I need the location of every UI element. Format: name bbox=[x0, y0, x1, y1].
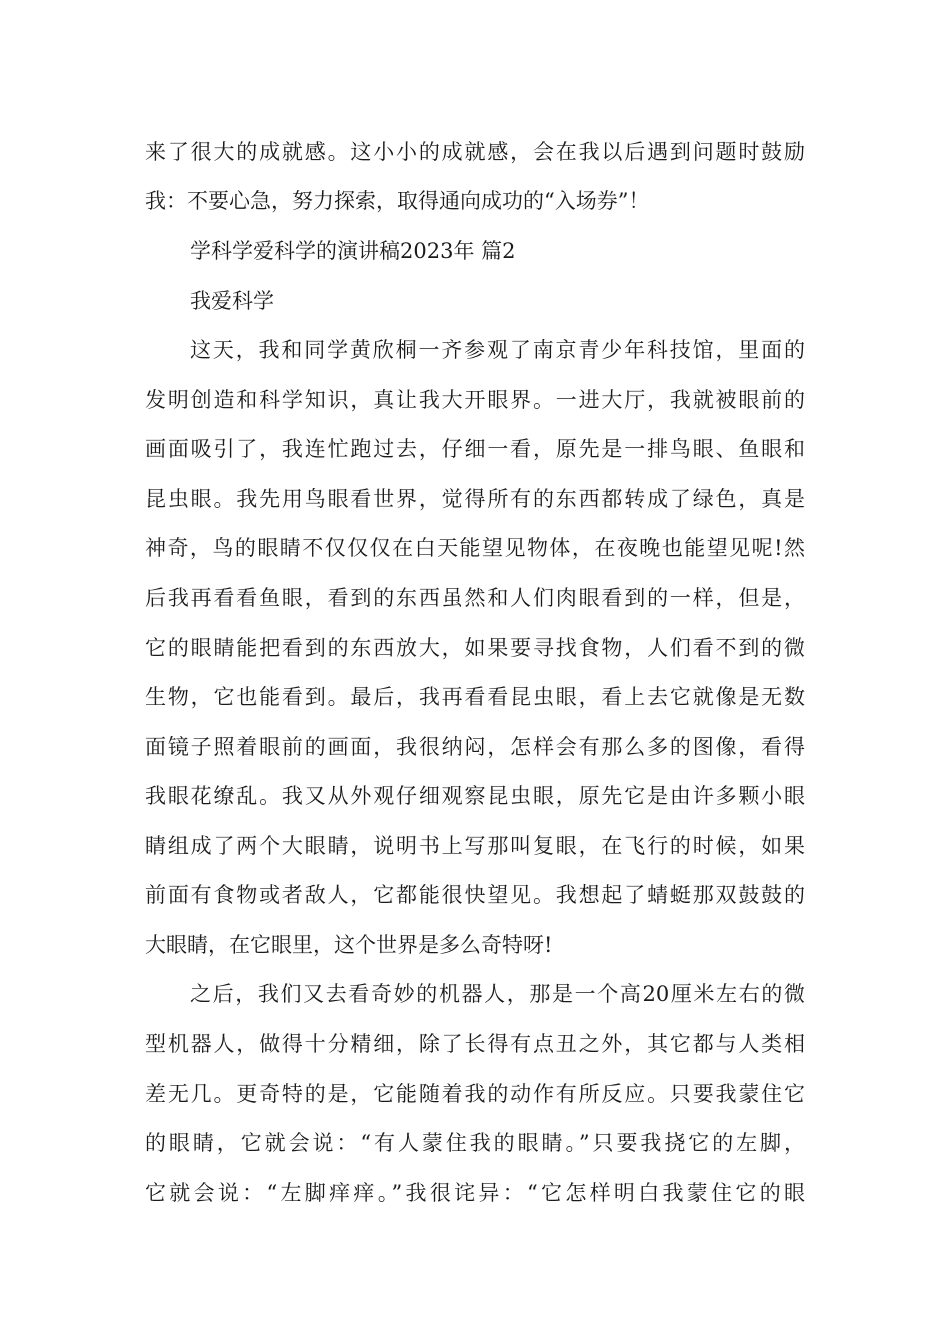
article-title: 我爱科学 bbox=[190, 289, 274, 313]
paragraph-line: 画面吸引了，我连忙跑过去，仔细一看，原先是一排鸟眼、鱼眼和 bbox=[145, 437, 805, 461]
paragraph-line: 的眼睛，它就会说：“有人蒙住我的眼睛。”只要我挠它的左脚， bbox=[145, 1131, 805, 1155]
paragraph-line: 后我再看看鱼眼，看到的东西虽然和人们肉眼看到的一样，但是， bbox=[145, 586, 805, 610]
paragraph-line: 来了很大的成就感。这小小的成就感，会在我以后遇到问题时鼓励 bbox=[145, 140, 805, 164]
paragraph-line: 之后，我们又去看奇妙的机器人，那是一个高20厘米左右的微 bbox=[190, 982, 805, 1006]
paragraph-line: 大眼睛，在它眼里，这个世界是多么奇特呀! bbox=[145, 933, 553, 957]
section-heading: 学科学爱科学的演讲稿2023年 篇2 bbox=[190, 239, 516, 263]
paragraph-line: 面镜子照着眼前的画面，我很纳闷，怎样会有那么多的图像，看得 bbox=[145, 735, 805, 759]
paragraph-line: 差无几。更奇特的是，它能随着我的动作有所反应。只要我蒙住它 bbox=[145, 1082, 805, 1106]
paragraph-line: 这天，我和同学黄欣桐一齐参观了南京青少年科技馆，里面的 bbox=[190, 338, 805, 362]
paragraph-line: 它的眼睛能把看到的东西放大，如果要寻找食物，人们看不到的微 bbox=[145, 636, 805, 660]
paragraph-line: 睛组成了两个大眼睛，说明书上写那叫复眼，在飞行的时候，如果 bbox=[145, 834, 805, 858]
paragraph-line: 我：不要心急，努力探索，取得通向成功的“入场券”！ bbox=[145, 189, 650, 213]
paragraph-line: 生物，它也能看到。最后，我再看看昆虫眼，看上去它就像是无数 bbox=[145, 685, 805, 709]
paragraph-line: 我眼花缭乱。我又从外观仔细观察昆虫眼，原先它是由许多颗小眼 bbox=[145, 784, 805, 808]
paragraph-line: 神奇，鸟的眼睛不仅仅仅在白天能望见物体，在夜晚也能望见呢!然 bbox=[145, 536, 805, 560]
paragraph-line: 昆虫眼。我先用鸟眼看世界，觉得所有的东西都转成了绿色，真是 bbox=[145, 487, 805, 511]
paragraph-line: 型机器人，做得十分精细，除了长得有点丑之外，其它都与人类相 bbox=[145, 1032, 805, 1056]
paragraph-line: 发明创造和科学知识，真让我大开眼界。一进大厅，我就被眼前的 bbox=[145, 388, 805, 412]
paragraph-line: 前面有食物或者敌人，它都能很快望见。我想起了蜻蜓那双鼓鼓的 bbox=[145, 883, 805, 907]
paragraph-line: 它就会说：“左脚痒痒。”我很诧异：“它怎样明白我蒙住它的眼 bbox=[145, 1181, 805, 1205]
